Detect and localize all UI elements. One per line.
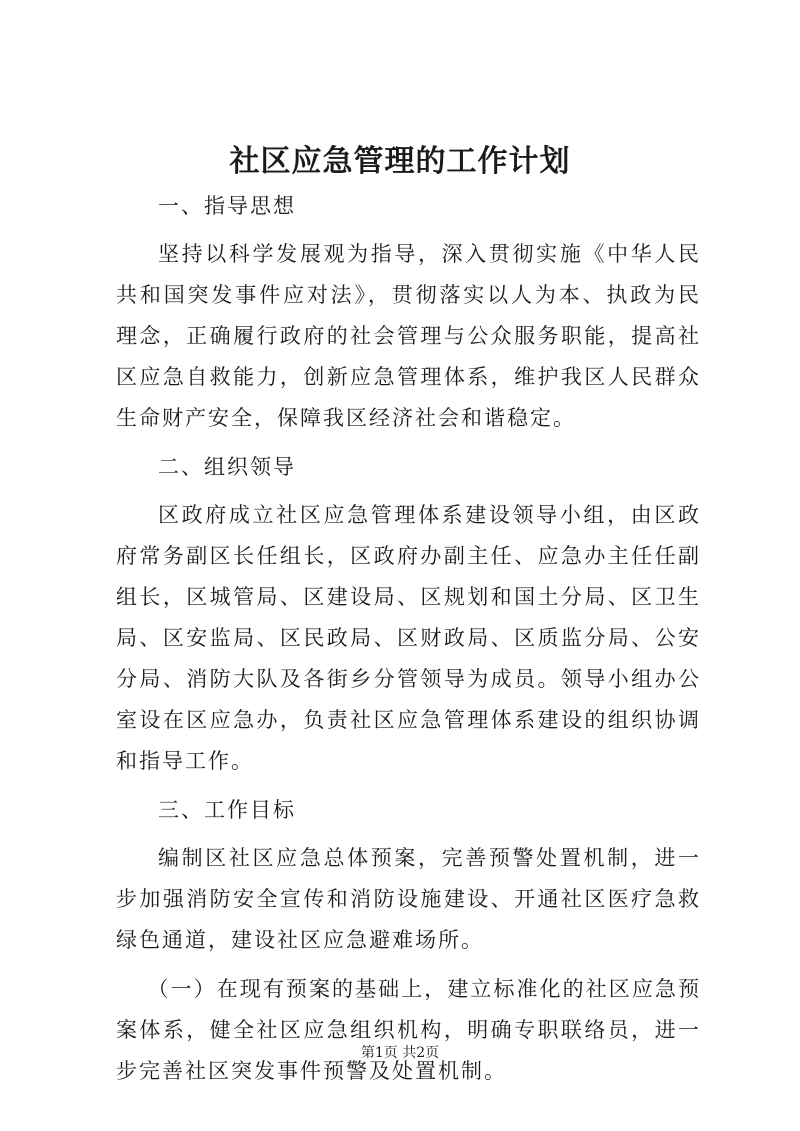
body-paragraph: 区政府成立社区应急管理体系建设领导小组，由区政府常务副区长任组长，区政府办副主任、应急办主任任副组长，区城管局、区建设局、区规划和国土分局、区卫生局、区安监局、区民政局、区财政局、区质监分局、公安分局、消防大队及各街乡分管领导为成员。领导小组办公室设在区应急办，负责社区应急管理体系建设的组织协调和指导工作。 [116, 503, 701, 773]
document-body [116, 186, 701, 1100]
section-guiding-ideology [116, 186, 701, 439]
body-paragraph: 坚持以科学发展观为指导，深入贯彻实施《中华人民共和国突发事件应对法》，贯彻落实以人为本、执政为民理念，正确履行政府的社会管理与公众服务职能，提高社区应急自救能力，创新应急管理体系，维护我区人民群众生命财产安全，保障我区经济社会和谐稳定。 [116, 242, 701, 430]
section-heading: 二、组织领导 [158, 455, 296, 479]
body-paragraph: （一）在现有预案的基础上，建立标准化的社区应急预案体系，健全社区应急组织机构，明确专职联络员，进一步完善社区突发事件预警及处置机制。 [116, 977, 701, 1083]
page-number-footer: 第1页 共2页 [360, 1045, 440, 1061]
section-organization-leadership [116, 447, 701, 782]
body-paragraph: 编制区社区应急总体预案，完善预警处置机制，进一步加强消防安全宣传和消防设施建设、开通社区医疗急救绿色通道，建设社区应急避难场所。 [116, 846, 701, 952]
section-heading: 三、工作目标 [158, 798, 296, 822]
section-heading: 一、指导思想 [158, 194, 296, 218]
document-title: 社区应急管理的工作计划 [229, 144, 571, 179]
